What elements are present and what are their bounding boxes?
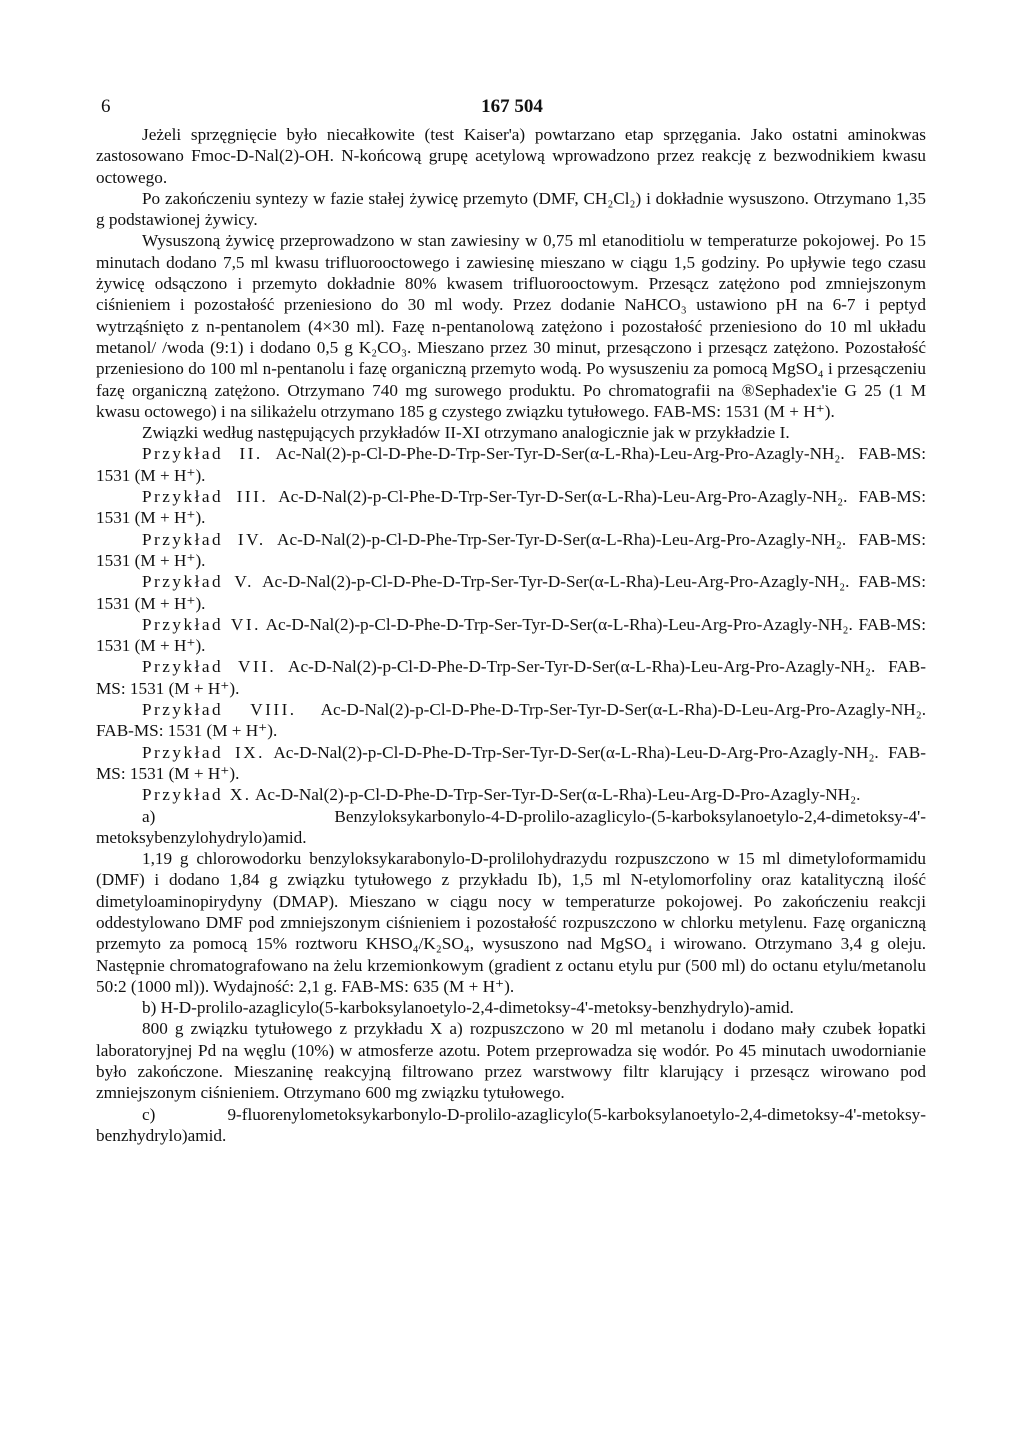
example-item bbox=[96, 784, 926, 805]
patent-number: 167 504 bbox=[481, 96, 543, 117]
example-item bbox=[96, 571, 926, 614]
paragraph: Po zakończeniu syntezy w fazie stałej żywicę przemyto (DMF, CH₂Cl₂) i dokładnie wysuszono. Otrzymano 1,35 g podstawionej żywicy. bbox=[96, 188, 926, 230]
paragraph: 1,19 g chlorowodorku benzyloksykarabonylo-D-prolilohydrazydu rozpuszczono w 15 ml dimetyloformamidu (DMF) i dodano 1,84 g związku tytułowego z przykładu Ib), 1,5 ml N-etylomorfoliny oraz katalityczną ilość dimetyloaminopirydyny (DMAP). Mieszano w ciągu nocy w temperaturze pokojowej. Po zakończeniu reakcji oddestylowano DMF pod zmniejszonym ciśnieniem i pozostałość rozpuszczono w chlorku metylenu. Fazę organiczną przemyto za pomocą 15% roztworu KHSO₄/K₂SO₄, wysuszono nad MgSO₄ i wirowano. Otrzymano 3,4 g oleju. Następnie chromatografowano na żelu krzemionkowym (gradient z octanu etylu pur (500 ml) do octanu etylu/metanolu 50:2 (1000 ml)). Wydajność: 2,1 g. FAB-MS: 635 (M + H⁺). bbox=[96, 849, 926, 996]
example-text: Ac-D-Nal(2)-p-Cl-Phe-D-Trp-Ser-Tyr-D-Ser(α-L-Rha)-Leu-Arg-Pro-Azagly-NH₂. FAB-MS: 1531 (M + H⁺). bbox=[96, 487, 926, 528]
example-text: Ac-D-Nal(2)-p-Cl-D-Phe-D-Trp-Ser-Tyr-D-Ser(α-L-Rha)-Leu-Arg-D-Pro-Azagly-NH₂. bbox=[254, 785, 861, 805]
page-number: 6 bbox=[101, 96, 111, 117]
example-text: Ac-D-Nal(2)-p-Cl-D-Phe-D-Trp-Ser-Tyr-D-Ser(α-L-Rha)-D-Leu-Arg-Pro-Azagly-NH₂. FAB-MS: 1531 (M + H⁺). bbox=[96, 700, 926, 741]
paragraph: Wysuszoną żywicę przeprowadzono w stan zawiesiny w 0,75 ml etanoditiolu w temperaturze pokojowej. Po 15 minutach dodano 7,5 ml kwasu trifluorooctowego i zawiesinę mieszano w ciągu 1,5 godziny. Po upływie tego czasu żywicę odsączono i przemyto dokładnie 80% kwasem trifluorooctowym. Przesącz zatężono pod zmniejszonym ciśnieniem i pozostałość przeniesiono do 30 ml wody. Przez dodanie NaHCO₃ ustawiono pH na 6-7 i peptyd wytrząśnięto z n-pentanolem (4×30 ml). Fazę n-pentanolową zatężono i pozostałość przeniesiono do 10 ml układu metanol/ /woda (9:1) i dodano 0,5 g K₂CO₃. Mieszano przez 30 minut, przesączono i przesącz zatężono. Pozostałość przeniesiono do 100 ml n-pentanolu i fazę organiczną przemyto wodą. Po wysuszeniu za pomocą MgSO₄ i przesączeniu fazę organiczną zatężono. Otrzymano 740 mg surowego produktu. Po chromatografii na ®Sephadex'ie G 25 (1 M kwasu octowego) i na silikażelu otrzymano 185 g czystego związku tytułowego. FAB-MS: 1531 (M + H⁺). bbox=[96, 231, 926, 421]
example-text: Ac-D-Nal(2)-p-Cl-D-Phe-D-Trp-Ser-Tyr-D-Ser(α-L-Rha)-Leu-Arg-Pro-Azagly-NH₂. FAB-MS: 1531 (M + H⁺). bbox=[96, 572, 926, 613]
example-label: Przykład X. bbox=[142, 785, 252, 805]
example-text: Ac-D-Nal(2)-p-Cl-D-Phe-Trp-Ser-Tyr-D-Ser(α-L-Rha)-Leu-Arg-Pro-Azagly-NH₂. FAB-MS: 1531 (M + H⁺). bbox=[96, 529, 926, 570]
example-text: Ac-D-Nal(2)-p-Cl-D-Phe-D-Trp-Ser-Tyr-D-Ser(α-L-Rha)-Leu-Arg-Pro-Azagly-NH₂. FAB-MS: 1531 (M + H⁺). bbox=[96, 614, 926, 656]
example-item bbox=[96, 614, 926, 657]
example-label: Przykład VI. bbox=[142, 614, 261, 634]
section-heading: b) H-D-prolilo-azaglicylo(5-karboksylanoetylo-2,4-dimetoksy-4'-metoksy-benzhydrylo)-amid. bbox=[142, 998, 794, 1018]
example-label: Przykład IV. bbox=[142, 529, 266, 549]
example-label: Przykład III. bbox=[142, 487, 269, 507]
paragraph: Jeżeli sprzęgnięcie było niecałkowite (test Kaiser'a) powtarzano etap sprzęgania. Jako ostatni aminokwas zastosowano Fmoc-D-Nal(2)-OH. N-końcową grupę acetylową wprowadzono przez reakcję z bezwodnikiem kwasu octowego. bbox=[96, 125, 926, 187]
example-item bbox=[96, 486, 926, 529]
section-heading: c) 9-fluorenylometoksykarbonylo-D-prolilo-azaglicylo(5-karboksylanoetylo-2,4-dimetoksy-4'-metoksy-benzhydrylo)amid. bbox=[96, 1104, 926, 1145]
example-item bbox=[96, 699, 926, 742]
example-item bbox=[96, 529, 926, 572]
example-item bbox=[96, 443, 926, 486]
example-text: Ac-D-Nal(2)-p-Cl-D-Phe-D-Trp-Ser-Tyr-D-Ser(α-L-Rha)-Leu-D-Arg-Pro-Azagly-NH₂. FAB-MS: 1531 (M + H⁺). bbox=[96, 742, 926, 783]
example-label: Przykład VII. bbox=[142, 657, 277, 677]
example-text: Ac-Nal(2)-p-Cl-D-Phe-D-Trp-Ser-Tyr-D-Ser(α-L-Rha)-Leu-Arg-Pro-Azagly-NH₂. FAB-MS: 1531 (M + H⁺). bbox=[96, 444, 926, 485]
section-heading: a) Benzyloksykarbonylo-4-D-prolilo-azaglicylo-(5-karboksylanoetylo-2,4-dimetoksy-4'-metoksybenzylohydrylo)amid. bbox=[96, 806, 926, 847]
paragraph: 800 g związku tytułowego z przykładu X a) rozpuszczono w 20 ml metanolu i dodano mały czubek łopatki laboratoryjnej Pd na węglu (10%) w atmosferze azotu. Potem przeprowadza się wodór. Po 45 minutach uwodornianie było zakończone. Mieszaninę reakcyjną filtrowano przez warstwowy filtr klarujący i przesącz wirowano pod zmniejszonym ciśnieniem. Otrzymano 600 mg związku tytułowego. bbox=[96, 1019, 926, 1103]
example-text: Ac-D-Nal(2)-p-Cl-D-Phe-D-Trp-Ser-Tyr-D-Ser(α-L-Rha)-Leu-Arg-Pro-Azagly-NH₂. FAB-MS: 1531 (M + H⁺). bbox=[96, 657, 926, 698]
example-label: Przykład IX. bbox=[142, 742, 265, 762]
example-label: Przykład V. bbox=[142, 572, 254, 592]
example-item bbox=[96, 742, 926, 785]
example-label: Przykład VIII. bbox=[142, 700, 297, 720]
example-label: Przykład II. bbox=[142, 444, 263, 464]
paragraph: Związki według następujących przykładów II-XI otrzymano analogicznie jak w przykładzie I. bbox=[142, 423, 790, 443]
example-item bbox=[96, 656, 926, 699]
document-body bbox=[96, 124, 926, 1146]
